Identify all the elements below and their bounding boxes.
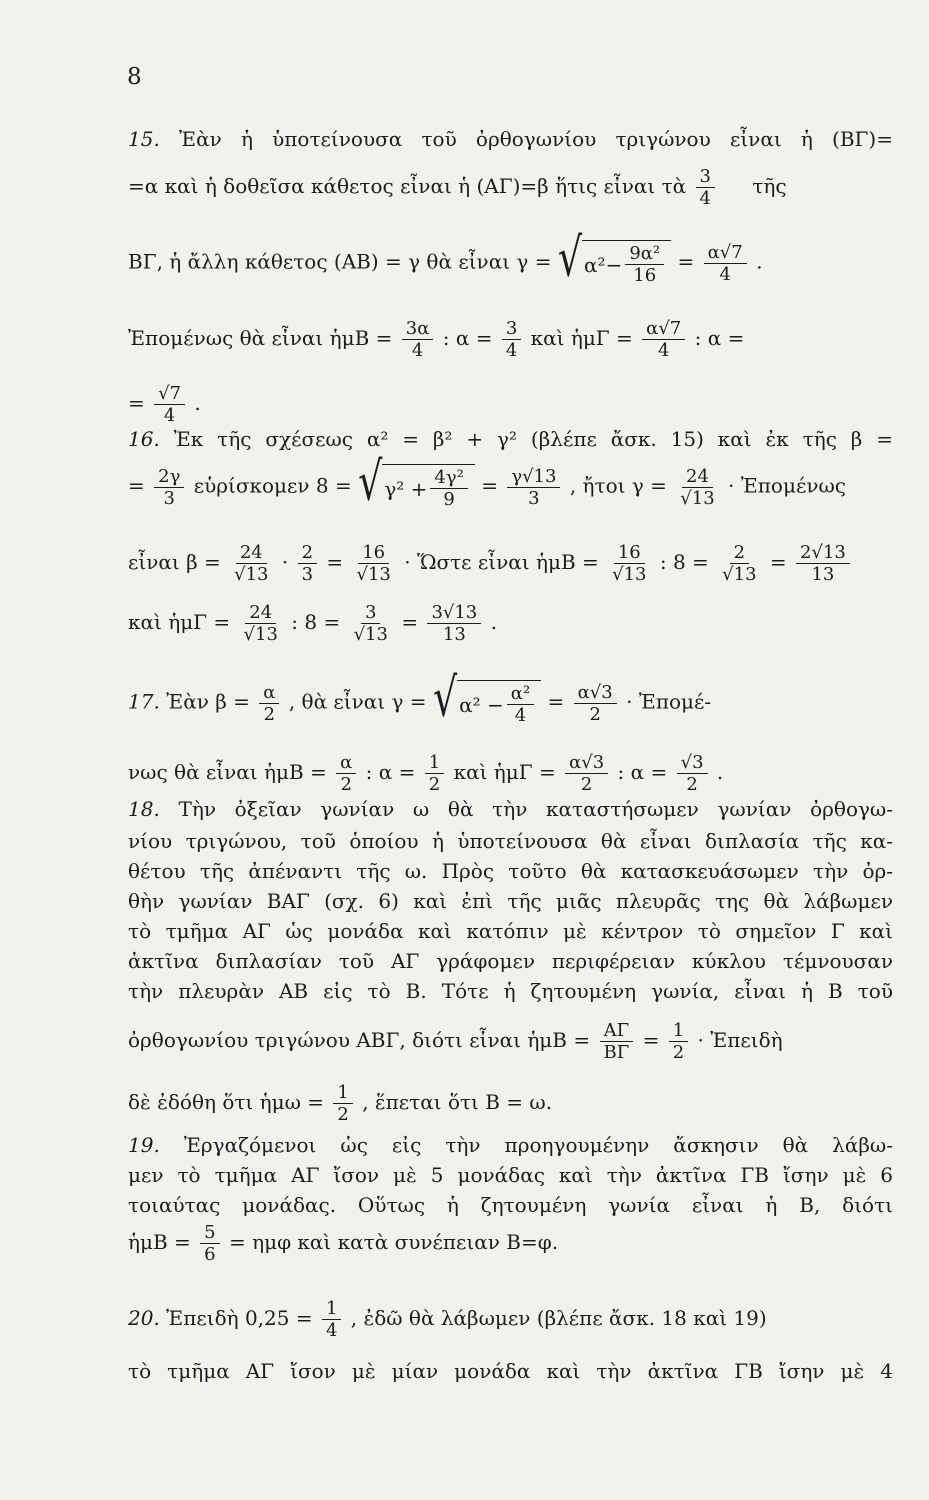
ex18-line-7: τὴν πλευρὰν ΑΒ εἰς τὸ Β. Τότε ἡ ζητουμένη γωνία, εἶναι ἡ Β τοῦ (128, 979, 893, 1003)
denominator: 4 (719, 263, 731, 285)
numerator: 1 (333, 1082, 352, 1104)
ex20-number: 20. (128, 1306, 160, 1330)
ex19-line-3: τοιαύτας μονάδας. Οὕτως ἡ ζητουμένη γωνία εἶναι ἡ Β, διότι (128, 1193, 893, 1217)
fraction (642, 318, 685, 361)
ex16-text-2e: · Ἐπομένως (728, 473, 846, 498)
denominator: 2 (580, 774, 593, 795)
numerator: 2 (298, 542, 317, 564)
ex15-line-3 (128, 226, 893, 289)
fraction (796, 542, 850, 585)
numerator: α (259, 682, 279, 704)
fraction (704, 242, 747, 285)
fraction (502, 318, 521, 361)
numerator: 4γ² (430, 467, 467, 489)
ex19-text-1: Ἐργαζόμενοι ὡς εἰς τὴν προηγουμένην ἄσκησιν θὰ λάβω- (183, 1133, 893, 1157)
period: . (756, 249, 763, 274)
ex18-line-4: θὴν γωνίαν ΒΑΓ (σχ. 6) καὶ ἐπὶ τῆς μιᾶς πλευρᾶς της θὰ λάβωμεν (128, 889, 893, 913)
sqrt (557, 226, 671, 289)
denominator: √13 (722, 564, 757, 585)
ex16-text-4b: : 8 = (291, 610, 341, 634)
fraction (599, 1020, 633, 1063)
equals: = (326, 550, 344, 574)
sqrt (358, 450, 475, 513)
period: . (490, 610, 497, 634)
equals: = (677, 249, 695, 274)
fraction (240, 602, 282, 645)
ex19-text-4b: = ημφ καὶ κατὰ συνέπειαν Β=φ. (228, 1230, 559, 1254)
ex17-text-1d: · Ἐπομέ- (626, 689, 712, 714)
ex18-line-9 (128, 1082, 893, 1125)
ex15-line-5 (128, 383, 893, 426)
denominator: 13 (811, 564, 835, 585)
ex18-line-2: νίου τριγώνου, τοῦ ὁποίου ἡ ὑποτείνουσα θὰ εἶναι διπλασία τῆς κα- (128, 829, 893, 853)
ex20-text-1b: , ἐδῶ θὰ λάβωμεν (βλέπε ἄσκ. 18 καὶ 19) (350, 1306, 767, 1330)
ex16-line-2 (128, 450, 893, 513)
fraction (259, 682, 279, 725)
period: . (716, 760, 724, 784)
denominator: √13 (243, 624, 278, 645)
denominator: 6 (204, 1244, 216, 1265)
numerator: 3 (696, 166, 715, 188)
denominator: 2 (337, 1104, 349, 1125)
ex15-line-4 (128, 318, 893, 361)
ex17-text-2a: νως θὰ εἶναι ἡμΒ = (128, 760, 327, 784)
radicand-term: γ² + (384, 476, 428, 501)
fraction (402, 318, 434, 361)
denominator: √13 (356, 564, 391, 585)
numerator: 1 (425, 752, 444, 774)
equals: = (769, 550, 787, 574)
fraction (625, 243, 664, 286)
ex15-line-2 (128, 166, 893, 209)
dot: · (281, 550, 289, 574)
denominator: 4 (505, 340, 518, 361)
ex15-text-4d: : α = (694, 326, 745, 350)
numerator: √3 (677, 752, 708, 774)
ex15-text-4c: καὶ ἡμΓ = (530, 326, 633, 350)
fraction (696, 166, 715, 209)
equals: = (401, 610, 419, 634)
ex18-text-8c: · Ἐπειδὴ (697, 1028, 783, 1052)
ex15-text-3a: ΒΓ, ἡ ἄλλη κάθετος (ΑΒ) = γ θὰ εἶναι γ = (128, 249, 552, 274)
denominator: √13 (234, 564, 269, 585)
denominator: 3 (163, 487, 175, 509)
equals: = (128, 391, 145, 415)
denominator: 2 (428, 774, 441, 795)
denominator: 2 (686, 774, 698, 795)
equals: = (128, 473, 145, 498)
ex18-text-9b: , ἕπεται ὅτι Β = ω. (362, 1090, 553, 1114)
denominator: ΒΓ (603, 1042, 630, 1063)
fraction (353, 542, 395, 585)
fraction (430, 467, 467, 510)
ex19-line-4 (128, 1222, 893, 1265)
numerator: √7 (154, 383, 185, 405)
ex20-text-1a: Ἐπειδὴ 0,25 = (166, 1306, 313, 1330)
denominator: 4 (514, 705, 527, 726)
denominator: √13 (612, 564, 647, 585)
ex18-line-3: θέτου τῆς ἀπέναντι τῆς ω. Πρὸς τοῦτο θὰ κατασκευάσωμεν τὴν ὀρ- (128, 859, 893, 883)
numerator: α² (507, 683, 534, 705)
ex16-text-3d: · Ὥστε εἶναι ἡμΒ = (404, 550, 599, 574)
ex17-text-1b: , θὰ εἶναι γ = (288, 689, 427, 714)
fraction (427, 602, 481, 645)
ex15-text-1: Ἐὰν ἡ ὑποτείνουσα τοῦ ὀρθογωνίου τριγώνου εἶναι ἡ (ΒΓ)= (179, 127, 893, 151)
numerator: α√3 (565, 752, 608, 774)
fraction (565, 752, 608, 795)
ex18-line-8 (128, 1020, 893, 1063)
numerator: ΑΓ (600, 1020, 634, 1042)
denominator: 9 (443, 489, 455, 510)
numerator: 24 (682, 466, 713, 488)
ex17-line-1 (128, 666, 893, 729)
page-number: 8 (127, 64, 142, 90)
denominator: 4 (325, 1320, 338, 1341)
denominator: 4 (699, 188, 711, 209)
ex16-line-3 (128, 542, 893, 585)
equals: = (481, 473, 498, 498)
numerator: α√7 (642, 318, 685, 340)
ex17-number: 17. (128, 689, 160, 714)
denominator: 13 (442, 624, 466, 645)
fraction (336, 752, 356, 795)
ex19-text-4a: ἡμΒ = (128, 1230, 191, 1254)
ex16-line-1 (128, 426, 893, 452)
ex16-text-1: Ἐκ τῆς σχέσεως α² = β² + γ² (βλέπε ἄσκ. 15) καὶ ἐκ τῆς β = (173, 427, 894, 451)
denominator: 4 (411, 340, 424, 361)
numerator: 2 (730, 542, 749, 564)
numerator: 16 (358, 542, 389, 564)
denominator: √13 (680, 487, 715, 509)
numerator: 3α (402, 318, 434, 340)
ex17-text-1a: Ἐὰν β = (166, 689, 250, 714)
ex18-number: 18. (128, 797, 160, 821)
fraction (507, 683, 534, 726)
ex16-text-4a: καὶ ἡμΓ = (128, 610, 231, 634)
denominator: 2 (672, 1042, 685, 1063)
numerator: 9α² (625, 243, 664, 265)
ex20-line-1 (128, 1298, 893, 1341)
radicand-term: α² − (459, 692, 504, 717)
numerator: 5 (200, 1222, 219, 1244)
numerator: 1 (322, 1298, 341, 1320)
denominator: 4 (657, 340, 670, 361)
equals: = (547, 689, 565, 714)
numerator: 3 (502, 318, 521, 340)
fraction (200, 1222, 219, 1265)
ex19-line-1 (128, 1132, 893, 1158)
denominator: 4 (163, 405, 176, 426)
fraction (507, 466, 560, 509)
ex18-text-1: Τὴν ὀξεῖαν γωνίαν ω θὰ τὴν καταστήσωμεν γωνίαν ὀρθογω- (178, 797, 893, 821)
numerator: α√7 (704, 242, 747, 264)
denominator: √13 (353, 624, 388, 645)
numerator: 16 (614, 542, 645, 564)
ex16-line-4 (128, 602, 893, 645)
ex16-text-2b: εὑρίσκομεν 8 = (193, 473, 352, 498)
numerator: α (336, 752, 356, 774)
fraction (154, 466, 184, 509)
numerator: 2√13 (796, 542, 850, 564)
sqrt-sign-icon: √ (358, 450, 383, 513)
ex15-number: 15. (128, 127, 160, 151)
ex17-text-2b: : α = (365, 760, 416, 784)
ex20-line-2: τὸ τμῆμα ΑΓ ἴσον μὲ μίαν μονάδα καὶ τὴν ἀκτῖνα ΓΒ ἴσην μὲ 4 (128, 1359, 893, 1383)
numerator: γ√13 (507, 466, 560, 488)
ex18-text-8a: ὀρθογωνίου τριγώνου ΑΒΓ, διότι εἶναι ἡμΒ = (128, 1028, 591, 1052)
fraction (718, 542, 760, 585)
ex18-text-9a: δὲ ἐδόθη ὅτι ἡμω = (128, 1090, 325, 1114)
ex16-text-2d: , ἤτοι γ = (569, 473, 667, 498)
ex15-text-2a: =α καὶ ἡ δοθεῖσα κάθετος εἶναι ἡ (ΑΓ)=β ἥτις εἶναι τὰ (128, 174, 687, 198)
numerator: 3√13 (427, 602, 481, 624)
ex19-number: 19. (128, 1133, 160, 1157)
denominator: 3 (528, 487, 540, 509)
ex15-text-4a: Ἐπομένως θὰ εἶναι ἡμΒ = (128, 326, 393, 350)
numerator: 2γ (154, 466, 184, 488)
fraction (322, 1298, 341, 1341)
denominator: 3 (301, 564, 314, 585)
ex15-text-2b: τῆς (752, 174, 787, 198)
numerator: 1 (669, 1020, 688, 1042)
denominator: 2 (589, 703, 601, 725)
ex19-line-2: μεν τὸ τμῆμα ΑΓ ἴσον μὲ 5 μονάδας καὶ τὴν ἀκτῖνα ΓΒ ἴσην μὲ 6 (128, 1163, 893, 1187)
ex15-text-4b: : α = (442, 326, 493, 350)
fraction (669, 1020, 688, 1063)
ex16-text-3a: εἶναι β = (128, 550, 221, 574)
denominator: 2 (340, 774, 352, 795)
fraction (574, 682, 617, 725)
sqrt (432, 666, 541, 729)
ex18-line-5: τὸ τμῆμα ΑΓ ὡς μονάδα καὶ κατόπιν μὲ κέντρον τὸ σημεῖον Γ καὶ (128, 919, 893, 943)
ex17-text-2d: : α = (617, 760, 668, 784)
fraction (350, 602, 392, 645)
numerator: 3 (361, 602, 380, 624)
sqrt-sign-icon: √ (557, 226, 583, 289)
fraction (425, 752, 444, 795)
numerator: 24 (236, 542, 267, 564)
ex16-number: 16. (128, 427, 160, 451)
fraction (333, 1082, 352, 1125)
ex18-line-6: ἀκτῖνα διπλασίαν τοῦ ΑΓ γράφομεν περιφέρειαν κύκλου τέμνουσαν (128, 949, 893, 973)
equals: = (642, 1028, 660, 1052)
ex16-text-3e: : 8 = (659, 550, 709, 574)
fraction (154, 383, 185, 426)
fraction (298, 542, 317, 585)
numerator: 24 (245, 602, 276, 624)
denominator: 2 (263, 703, 276, 725)
numerator: α√3 (574, 682, 617, 704)
ex17-line-2 (128, 752, 893, 795)
ex18-line-1 (128, 796, 893, 822)
sqrt-sign-icon: √ (432, 666, 458, 729)
ex15-line-1 (128, 126, 893, 152)
fraction (676, 466, 718, 509)
radicand-term: α²− (584, 252, 623, 277)
period: . (194, 391, 201, 415)
fraction (677, 752, 708, 795)
fraction (230, 542, 272, 585)
fraction (608, 542, 650, 585)
ex17-text-2c: καὶ ἡμΓ = (453, 760, 556, 784)
denominator: 16 (633, 265, 657, 286)
